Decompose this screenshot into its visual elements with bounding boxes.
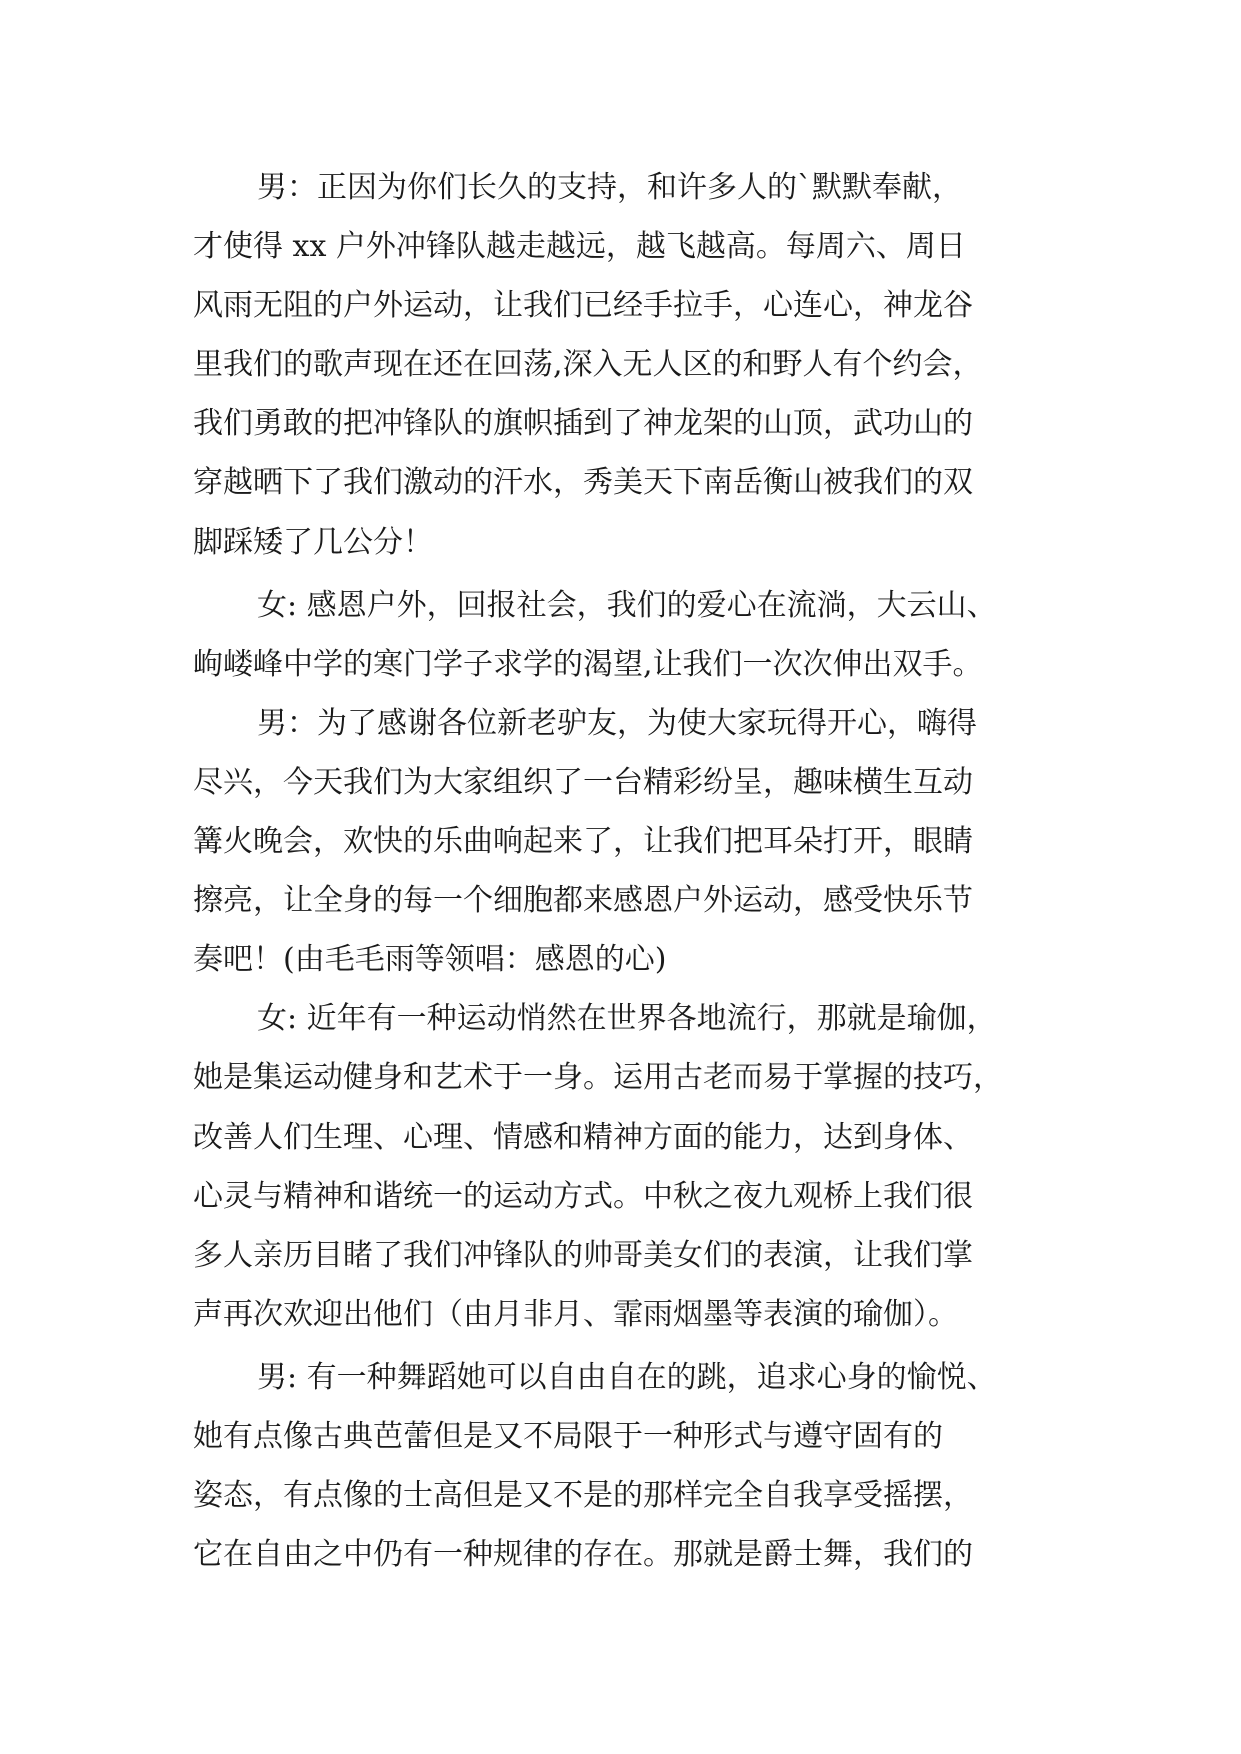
text-line: 奏吧！(由毛毛雨等领唱：感恩的心) xyxy=(193,942,667,978)
paragraph-5 xyxy=(193,1348,1055,1584)
paragraph-1 xyxy=(193,158,1055,572)
text-line: 脚踩矮了几公分！ xyxy=(193,524,433,560)
text-line: 才使得 xx 户外冲锋队越走越远，越飞越高。每周六、周日 xyxy=(193,229,966,265)
text-line: 擦亮，让全身的每一个细胞都来感恩户外运动，感受快乐节 xyxy=(193,883,973,919)
text-line: 姿态，有点像的士高但是又不是的那样完全自我享受摇摆， xyxy=(193,1478,973,1514)
text-line: 男：正因为你们长久的支持，和许多人的`默默奉献， xyxy=(257,170,962,205)
text-line: 多人亲历目睹了我们冲锋队的帅哥美女们的表演，让我们掌 xyxy=(193,1237,973,1273)
text-line: 穿越晒下了我们激动的汗水，秀美天下南岳衡山被我们的双 xyxy=(193,465,973,501)
text-line: 她是集运动健身和艺术于一身。运用古老而易于掌握的技巧， xyxy=(193,1060,1003,1096)
text-line: 女: 近年有一种运动悄然在世界各地流行，那就是瑜伽， xyxy=(257,1001,997,1037)
text-line: 尽兴，今天我们为大家组织了一台精彩纷呈，趣味横生互动 xyxy=(193,764,973,800)
text-line: 篝火晚会，欢快的乐曲响起来了，让我们把耳朵打开，眼睛 xyxy=(193,824,973,860)
text-line: 风雨无阻的户外运动，让我们已经手拉手，心连心，神龙谷 xyxy=(193,288,973,324)
text-line: 我们勇敢的把冲锋队的旗帜插到了神龙架的山顶，武功山的 xyxy=(193,406,973,442)
text-line: 里我们的歌声现在还在回荡,深入无人区的和野人有个约会， xyxy=(193,347,983,383)
paragraph-3 xyxy=(193,694,1055,989)
text-line: 岣嵝峰中学的寒门学子求学的渴望,让我们一次次伸出双手。 xyxy=(193,646,983,682)
text-line: 心灵与精神和谐统一的运动方式。中秋之夜九观桥上我们很 xyxy=(193,1178,973,1214)
text-line: 女: 感恩户外，回报社会，我们的爱心在流淌，大云山、 xyxy=(257,587,997,623)
text-line: 改善人们生理、心理、情感和精神方面的能力，达到身体、 xyxy=(193,1119,973,1155)
text-line: 声再次欢迎出他们（由月非月、霏雨烟墨等表演的瑜伽）。 xyxy=(193,1296,958,1332)
paragraph-2 xyxy=(193,576,1055,694)
text-line: 男: 有一种舞蹈她可以自由自在的跳，追求心身的愉悦、 xyxy=(257,1359,997,1395)
paragraph-4 xyxy=(193,989,1055,1344)
document-body xyxy=(193,158,1055,1584)
text-line: 男：为了感谢各位新老驴友，为使大家玩得开心，嗨得 xyxy=(257,705,977,741)
text-line: 她有点像古典芭蕾但是又不局限于一种形式与遵守固有的 xyxy=(193,1418,943,1454)
text-line: 它在自由之中仍有一种规律的存在。那就是爵士舞，我们的 xyxy=(193,1537,973,1573)
